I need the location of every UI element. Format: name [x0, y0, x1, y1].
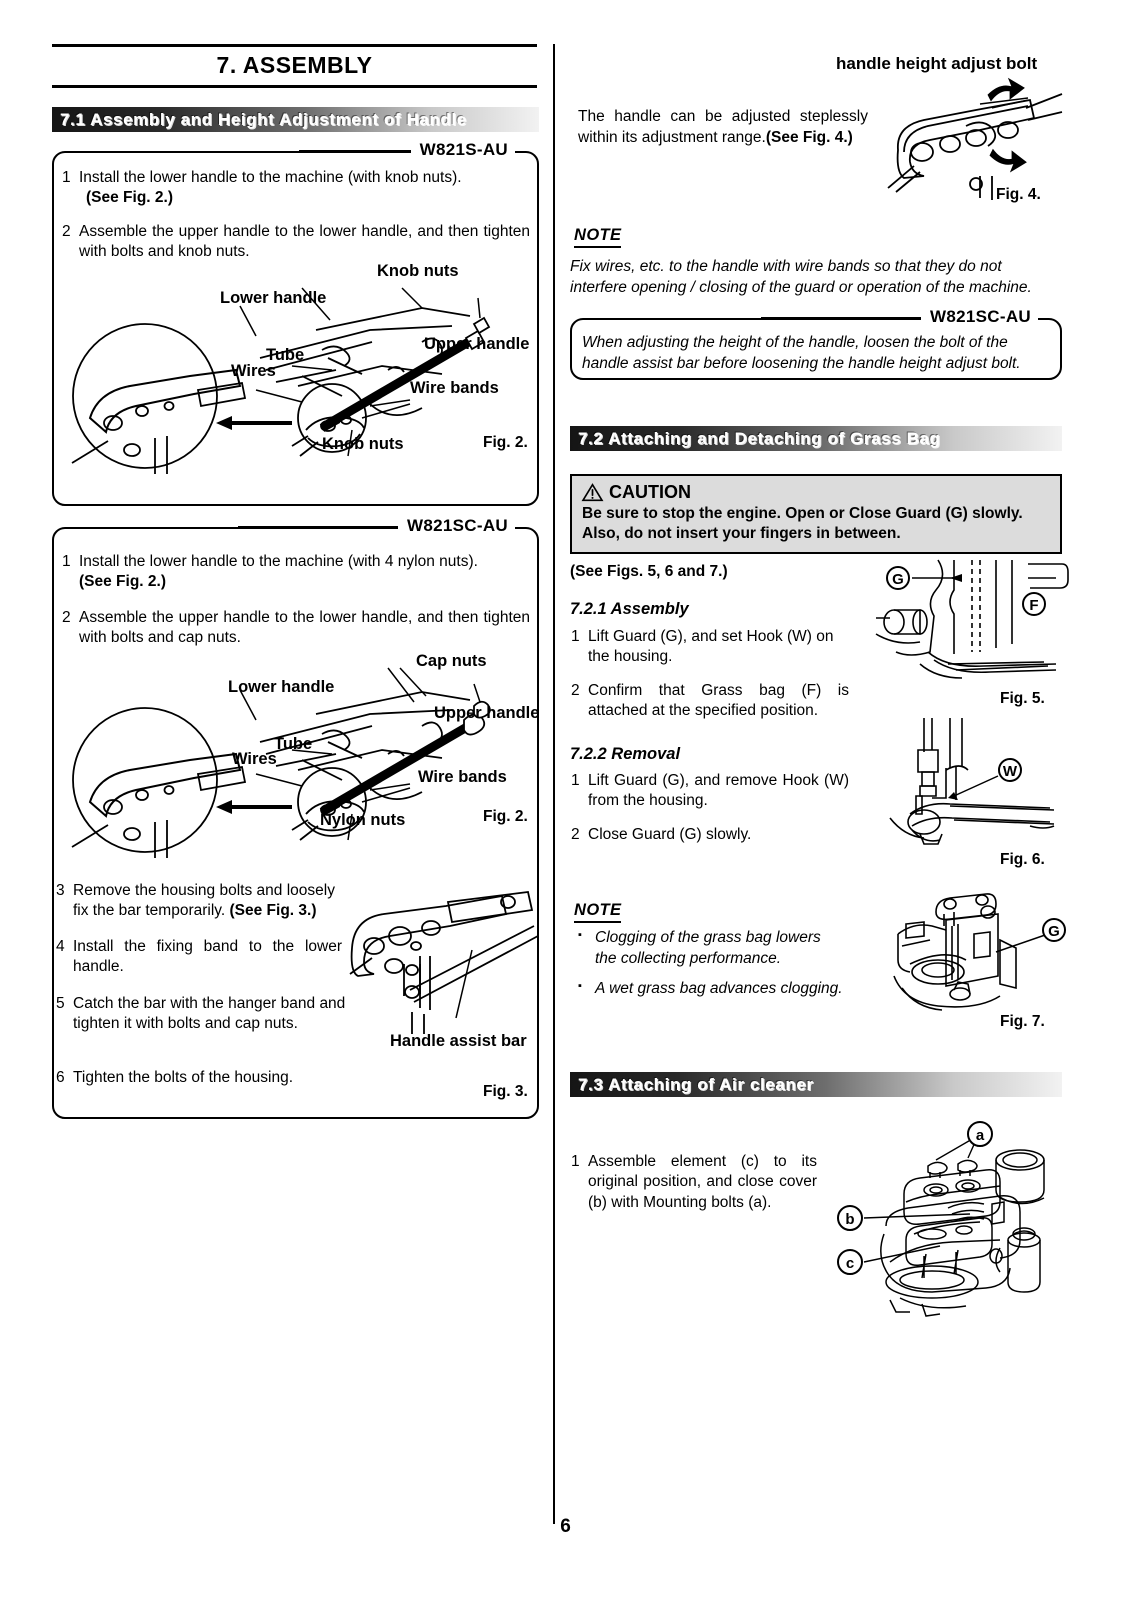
- note-item-1: [578, 928, 846, 970]
- page-title-block: [52, 44, 537, 88]
- subsection-7-2-1-header: 7.2.1 Assembly: [570, 600, 689, 618]
- label-wire-bands-2: Wire bands: [418, 768, 507, 786]
- svg-text:b: b: [845, 1211, 855, 1228]
- step-number: 3: [56, 882, 65, 899]
- caution-body: Be sure to stop the engine. Open or Close Guard (G) slowly. Also, do not insert your fingers in between.: [582, 505, 1023, 543]
- svg-text:F: F: [1029, 597, 1039, 614]
- step-number: 1: [571, 1153, 580, 1170]
- step-text: Install the lower handle to the machine (with knob nuts).: [79, 169, 462, 186]
- bullet-icon: ▪: [578, 980, 582, 992]
- step-number: 2: [62, 609, 71, 626]
- svg-text:a: a: [975, 1127, 985, 1144]
- step-number: 1: [62, 169, 71, 186]
- section-header-7-3: 7.3 Attaching of Air cleaner: [570, 1072, 1062, 1097]
- air-cleaner-drawing: [828, 1122, 1068, 1322]
- label-handle-assist-bar: Handle assist bar: [390, 1032, 527, 1050]
- label-knob-nuts-top: Knob nuts: [377, 262, 459, 280]
- caution-box: [570, 474, 1062, 554]
- step-text: Catch the bar with the hanger band and tighten it with bolts and cap nuts.: [73, 995, 346, 1033]
- step-text: Close Guard (G) slowly.: [588, 826, 752, 843]
- note-body-1: Fix wires, etc. to the handle with wire bands so that they do not interfere opening / closing of the guard or operation of the machine.: [570, 258, 1032, 297]
- note-header-2: NOTE: [574, 901, 621, 923]
- label-lower-handle-2: Lower handle: [228, 678, 335, 696]
- note-item-text: Clogging of the grass bag lowers the collecting performance.: [595, 929, 821, 967]
- caution-title: CAUTION: [609, 482, 691, 502]
- note-item-text: A wet grass bag advances clogging.: [595, 980, 843, 997]
- page-number: 6: [560, 1516, 571, 1537]
- figure-6-drawing: [890, 718, 1062, 843]
- label-tube: Tube: [266, 346, 305, 364]
- step-number: 1: [571, 628, 580, 645]
- step-w821s-2: [62, 222, 530, 263]
- note-header-1: NOTE: [574, 226, 621, 248]
- label-handle-height-adjust-bolt: handle height adjust bolt: [836, 54, 1038, 73]
- step-number: 1: [571, 772, 580, 789]
- title-rule-bottom: [52, 85, 537, 88]
- page-title: 7. ASSEMBLY: [216, 52, 373, 78]
- label-upper-handle-2: Upper handle: [434, 704, 540, 722]
- step-number: 2: [571, 682, 580, 699]
- figure-5-drawing: [876, 560, 1062, 685]
- figure-2-upper-caption: Fig. 2.: [483, 434, 528, 451]
- figure-4-caption: Fig. 4.: [996, 186, 1041, 203]
- step-removal-1: [571, 771, 849, 812]
- bullet-icon: ▪: [578, 929, 582, 941]
- section-header-7-1: 7.1 Assembly and Height Adjustment of Handle: [52, 107, 539, 132]
- label-lower-handle: Lower handle: [220, 289, 327, 307]
- handle-adjust-see-fig: (See Fig. 4.): [765, 128, 853, 146]
- step-w821sc-1: [62, 552, 527, 593]
- figure-3-caption: Fig. 3.: [483, 1083, 528, 1100]
- step-w821sc-2: [62, 608, 530, 649]
- step-text: Confirm that Grass bag (F) is attached at the specified position.: [588, 682, 849, 720]
- model-label-w821s-au: W821S-AU: [411, 140, 515, 160]
- subsection-7-2-2-header: 7.2.2 Removal: [570, 745, 681, 763]
- figure-7-caption: Fig. 7.: [1000, 1013, 1045, 1030]
- step-number: 2: [571, 826, 580, 843]
- step-text: Remove the housing bolts and loosely fix the bar temporarily.: [73, 882, 335, 920]
- step-removal-2: [571, 825, 849, 845]
- figure-5-caption: Fig. 5.: [1000, 690, 1045, 707]
- section-header-7-2: 7.2 Attaching and Detaching of Grass Bag: [570, 426, 1062, 451]
- handle-adjust-text: The handle can be adjusted steplessly within its adjustment range.: [578, 108, 868, 146]
- model-label-w821sc-au: W821SC-AU: [398, 516, 515, 536]
- label-wires-2: Wires: [232, 750, 277, 768]
- step-see-fig: (See Fig. 2.): [86, 189, 173, 207]
- step-number: 4: [56, 938, 65, 955]
- label-cap-nuts: Cap nuts: [416, 652, 487, 670]
- svg-text:c: c: [845, 1255, 855, 1272]
- step-w821sc-4: [56, 937, 342, 978]
- step-see-fig: (See Fig. 2.): [79, 573, 166, 591]
- caution-title-row: [582, 482, 1052, 503]
- figure-2-lower-caption: Fig. 2.: [483, 808, 528, 825]
- figure-6-caption: Fig. 6.: [1000, 851, 1045, 868]
- step-text: Assemble the upper handle to the lower handle, and then tighten with bolts and knob nuts.: [79, 223, 530, 261]
- step-air-cleaner-1: [571, 1152, 817, 1213]
- step-text: Assemble the upper handle to the lower handle, and then tighten with bolts and cap nuts.: [79, 609, 530, 647]
- step-w821sc-3: [56, 881, 346, 922]
- step-text: Install the fixing band to the lower handle.: [73, 938, 342, 976]
- label-wires: Wires: [231, 362, 276, 380]
- figure-3-drawing: [348, 890, 540, 1040]
- step-w821sc-6: [56, 1068, 346, 1088]
- step-w821s-1: [62, 168, 527, 209]
- label-upper-handle: Upper handle: [424, 335, 530, 353]
- see-figs-567: (See Figs. 5, 6 and 7.): [570, 563, 728, 580]
- svg-text:G: G: [892, 571, 904, 588]
- step-number: 5: [56, 995, 65, 1012]
- label-tube-2: Tube: [274, 735, 313, 753]
- step-text: Install the lower handle to the machine (with 4 nylon nuts).: [79, 553, 478, 570]
- step-number: 1: [62, 553, 71, 570]
- label-nylon-nuts: Nylon nuts: [320, 811, 406, 829]
- note-item-2: [578, 979, 846, 1000]
- step-see-fig: (See Fig. 3.): [229, 902, 317, 920]
- label-knob-nuts-bottom: Knob nuts: [322, 435, 404, 453]
- step-w821sc-5: [56, 994, 346, 1035]
- step-text: Lift Guard (G), and remove Hook (W) from the housing.: [588, 772, 849, 810]
- step-number: 2: [62, 223, 71, 240]
- step-assembly-2: [571, 681, 849, 722]
- model-label-right: W821SC-AU: [921, 307, 1038, 327]
- step-text: Assemble element (c) to its original position, and close cover (b) with Mounting bolts (a).: [588, 1153, 817, 1211]
- figure-7-drawing: [888, 890, 1060, 1020]
- svg-text:G: G: [1048, 923, 1060, 940]
- step-number: 6: [56, 1069, 65, 1086]
- warning-triangle-icon: [582, 483, 603, 502]
- handle-adjust-paragraph: [578, 107, 868, 149]
- column-divider: [553, 44, 555, 1524]
- step-text: Lift Guard (G), and set Hook (W) on the housing.: [588, 628, 834, 666]
- model-box-right-text: When adjusting the height of the handle, loosen the bolt of the handle assist bar before loosening the handle height adjust bolt.: [582, 334, 1021, 373]
- step-text: Tighten the bolts of the housing.: [73, 1069, 294, 1086]
- step-assembly-1: [571, 627, 851, 668]
- label-wire-bands: Wire bands: [410, 379, 499, 397]
- figure-2-upper-drawing: [70, 278, 530, 478]
- svg-text:W: W: [1002, 763, 1018, 780]
